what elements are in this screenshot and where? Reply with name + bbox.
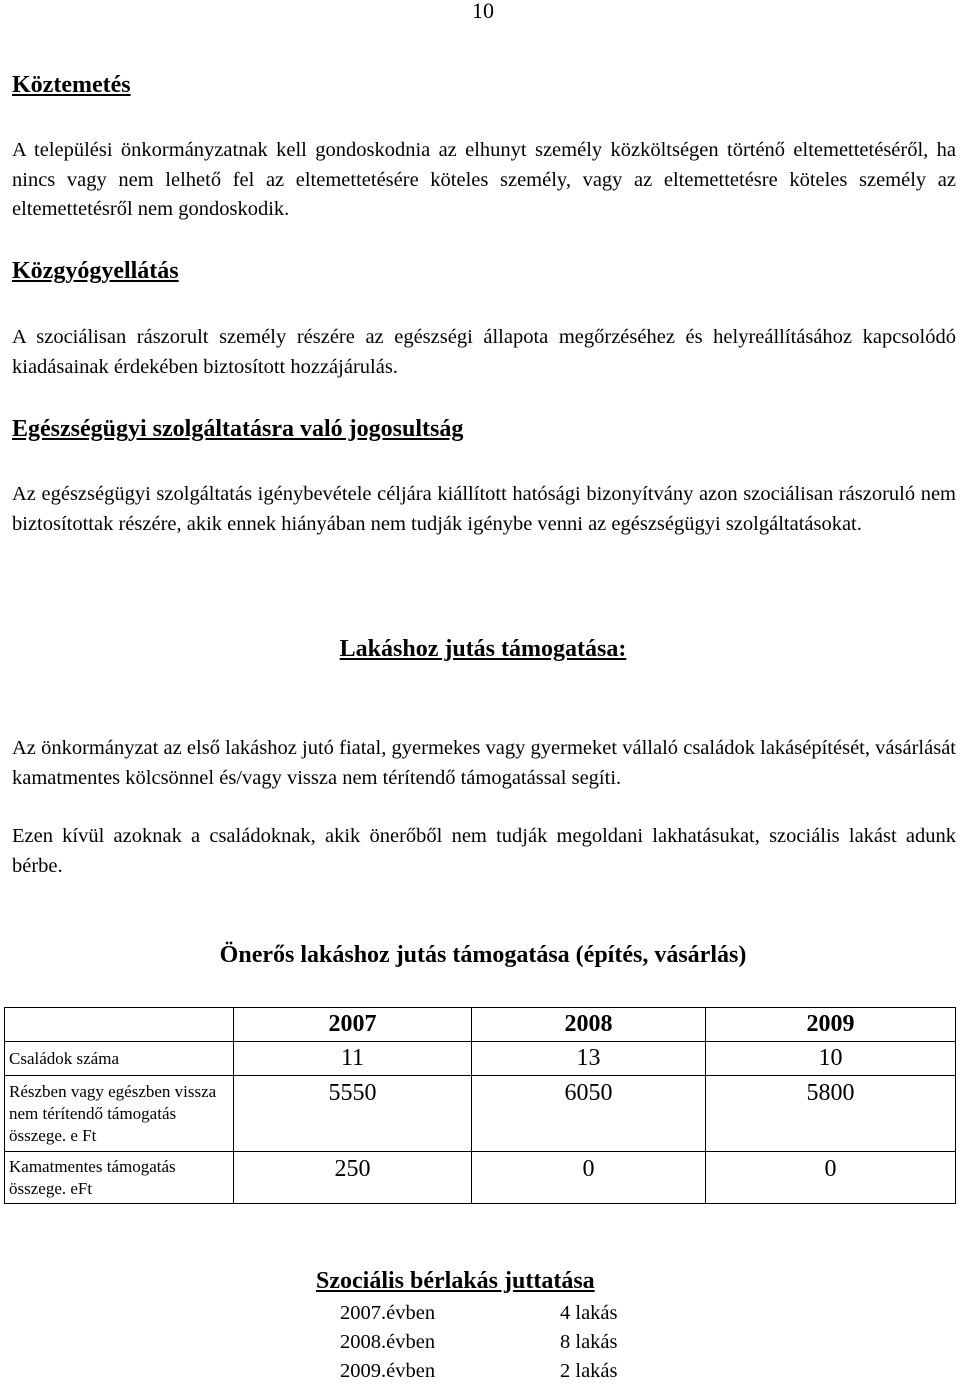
table-cell: 5550 [234,1076,472,1152]
social-rent-count: 8 lakás [560,1331,618,1353]
table-cell: 250 [234,1152,472,1204]
table-header-row [5,1008,956,1042]
table-cell: 13 [472,1042,706,1076]
table-row [5,1042,956,1076]
table-row-label: Családok száma [5,1042,234,1076]
social-rent-title: Szociális bérlakás juttatása [316,1268,595,1294]
section-text-housing-2: Ezen kívül azoknak a családoknak, akik önerőből nem tudják megoldani lakhatásukat, szociális lakást adunk bérbe. [12,825,956,877]
table-cell: 5800 [706,1076,956,1152]
social-rent-year: 2007.évben [340,1302,436,1324]
table-year-header: 2008 [472,1008,706,1042]
support-table-title: Önerős lakáshoz jutás támogatása (építés, vásárlás) [219,942,747,968]
table-cell: 6050 [472,1076,706,1152]
section-text-health-entitlement: Az egészségügyi szolgáltatás igénybevétele céljára kiállított hatósági bizonyítvány azon szociálisan rászoruló nem biztosítottak részére, akik ennek hiányában nem tudják igénybe venni az egészségügyi szolgáltatásokat. [12,483,956,535]
table-header-empty [5,1008,234,1042]
section-title-funeral: Köztemetés [12,72,131,98]
section-text-public-health: A szociálisan rászorult személy részére az egészségi állapota megőrzéséhez és helyreállításához kapcsolódó kiadásainak érdekében biztosított hozzájárulás. [12,326,956,378]
section-text-funeral: A települési önkormányzatnak kell gondoskodnia az elhunyt személy közköltségen történő eltemettetéséről, ha nincs vagy nem lelhető fel az eltemettetésére köteles személy, vagy az eltemettetésre köteles személy az eltemettetésről nem gondoskodik. [12,139,956,220]
table-year-header: 2009 [706,1008,956,1042]
list-item [340,1299,618,1328]
section-text-housing-1: Az önkormányzat az első lakáshoz jutó fiatal, gyermekes vagy gyermeket vállaló családok lakásépítését, vásárlását kamatmentes kölcsönnel és/vagy vissza nem térítendő támogatással segíti. [12,737,956,789]
social-rent-count: 2 lakás [560,1360,618,1382]
section-title-health-entitlement: Egészségügyi szolgáltatásra való jogosultság [12,416,464,442]
support-table [4,1007,956,1204]
table-row-label: Kamatmentes támogatás összege. eFt [5,1152,234,1204]
list-item [340,1328,618,1357]
table-cell: 11 [234,1042,472,1076]
section-title-housing: Lakáshoz jutás támogatása: [339,636,627,662]
social-rent-count: 4 lakás [560,1302,618,1324]
social-rent-list [340,1299,618,1386]
page-number: 10 [472,0,494,23]
table-cell: 10 [706,1042,956,1076]
table-cell: 0 [472,1152,706,1204]
table-row-label: Részben vagy egészben vissza nem térítendő támogatás összege. e Ft [5,1076,234,1152]
section-title-public-health: Közgyógyellátás [12,258,179,284]
social-rent-year: 2008.évben [340,1331,436,1353]
table-row [5,1076,956,1152]
table-year-header: 2007 [234,1008,472,1042]
social-rent-year: 2009.évben [340,1360,436,1382]
list-item [340,1357,618,1386]
table-cell: 0 [706,1152,956,1204]
table-row [5,1152,956,1204]
